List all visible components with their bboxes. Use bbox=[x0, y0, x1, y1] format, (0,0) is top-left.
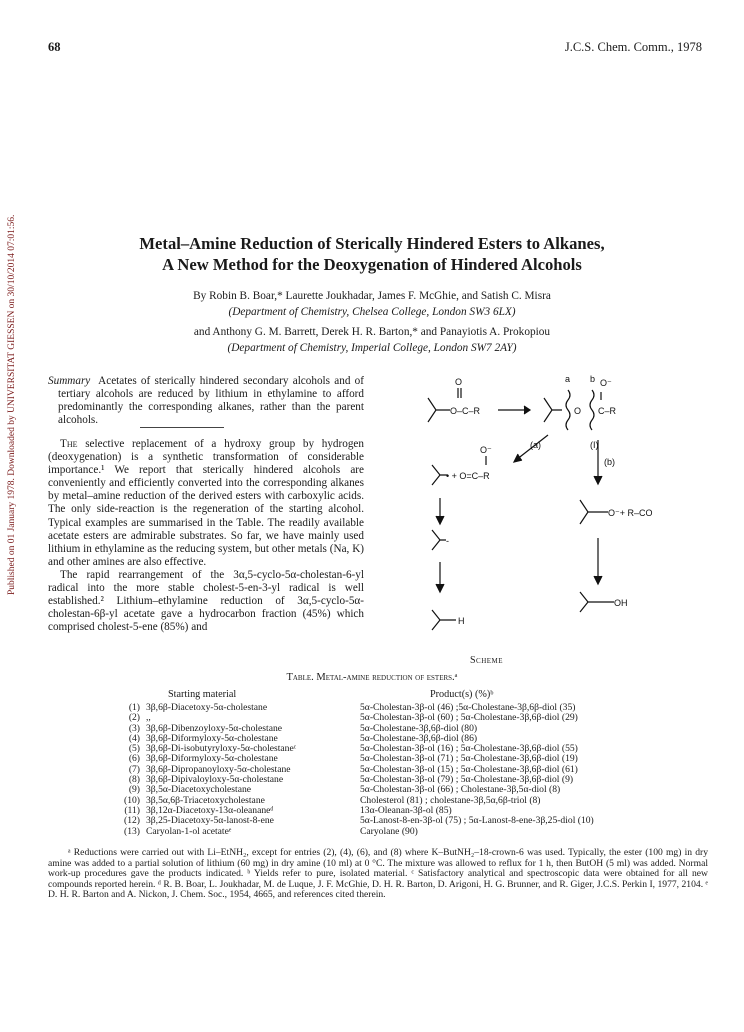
compound-label: (I) bbox=[590, 440, 599, 450]
starting-material: 3β,6β-Dibenzoyloxy-5α-cholestane bbox=[146, 722, 283, 734]
entry-number: (4) bbox=[128, 732, 140, 744]
entry-number: (7) bbox=[128, 763, 140, 775]
entry-number: (12) bbox=[124, 815, 140, 827]
product: 5α-Cholestan-3β-ol (79) ; 5α-Cholestane-3β,6β-diol (9) bbox=[360, 774, 574, 786]
product: 5α-Cholestane-3β,6β-diol (80) bbox=[360, 722, 478, 734]
table-header-products: Product(s) (%)ᵇ bbox=[430, 689, 494, 700]
affiliation-1: (Department of Chemistry, Chelsea College, London SW3 6LX) bbox=[228, 306, 516, 318]
alkane-h: H bbox=[458, 616, 465, 626]
article-title-line2: A New Method for the Deoxygenation of Hindered Alcohols bbox=[162, 255, 582, 274]
starting-material: 3β,6β-Dipropanoyloxy-5α-cholestane bbox=[146, 763, 291, 775]
affiliation-2: (Department of Chemistry, Imperial College, London SW7 2AY) bbox=[227, 342, 517, 354]
product: 5α-Cholestan-3β-ol (66) ; Cholestane-3β,5α-diol (8) bbox=[360, 784, 561, 796]
table-header-start: Starting material bbox=[168, 689, 237, 700]
alkoxide-products: O⁻+ R–CO bbox=[608, 508, 653, 518]
alcohol-oh: OH bbox=[614, 598, 628, 608]
reaction-scheme bbox=[420, 370, 700, 660]
ester-cr-right: C–R bbox=[598, 406, 617, 416]
product: 5α-Cholestan-3β-ol (46) ;5α-Cholestane-3β,6β-diol (35) bbox=[360, 702, 576, 713]
summary-text: Acetates of sterically hindered secondary alcohols and of tertiary alcohols are reduced by lithium in ethylamine to afford predominantly the corresponding alkanes, rather than the parent alcohols. bbox=[58, 375, 364, 427]
site-a-label: a bbox=[565, 374, 571, 384]
product: 5α-Cholestan-3β-ol (15) ; 5α-Cholestane-3β,6β-diol (61) bbox=[360, 763, 578, 775]
product: 13α-Oleanan-3β-ol (85) bbox=[360, 804, 452, 816]
product: 5α-Lanost-8-en-3β-ol (75) ; 5α-Lanost-8-ene-3β,25-diol (10) bbox=[360, 815, 594, 827]
product: 5α-Cholestan-3β-ol (60) ; 5α-Cholestane-3β,6β-diol (29) bbox=[360, 712, 578, 724]
footnotes bbox=[48, 848, 708, 901]
starting-material: Caryolan-1-ol acetateᵉ bbox=[146, 825, 232, 837]
entry-number: (9) bbox=[128, 784, 140, 796]
product: 5α-Cholestane-3β,6β-diol (86) bbox=[360, 732, 478, 744]
starting-material: 3β,5α-Diacetoxycholestane bbox=[146, 784, 252, 796]
body-paragraph-1: selective replacement of a hydroxy group by hydrogen (deoxygenation) is a synthetic transformation of considerable importance.¹ We report that sterically hindered alcohols are conveniently and efficiently converted into the corresponding alkanes by metal–amine reduction of the derived esters with carboxylic acids. The only side-reaction is the regeneration of the starting alcohol. Typical examples are summarised in the Table. The readily available acetate esters are admirable substrates. So far, we have mainly used lithium in ethylamine as the reducing system, but other metals (Na, K) and other amines are also effective. bbox=[48, 438, 364, 568]
entry-number: (11) bbox=[124, 804, 140, 816]
entry-number: (2) bbox=[128, 712, 140, 724]
article-title-line1: Metal–Amine Reduction of Sterically Hindered Esters to Alkanes, bbox=[139, 234, 605, 253]
ester-carbonyl-o: O bbox=[455, 377, 463, 387]
starting-material: 3β,6β-Di-isobutyryloxy-5α-cholestaneᶜ bbox=[146, 743, 297, 755]
carbanion-minus: - bbox=[446, 536, 449, 546]
entry-number: (6) bbox=[128, 753, 140, 765]
results-table bbox=[108, 703, 720, 837]
authors-line2: and Anthony G. M. Barrett, Derek H. R. Barton,* and Panayiotis A. Prokopiou bbox=[193, 326, 551, 338]
entry-number: (8) bbox=[128, 774, 140, 786]
starting-material: 3β,6β-Dipivaloyloxy-5α-cholestane bbox=[146, 774, 284, 786]
radical-products: • + O=C–R bbox=[446, 471, 490, 481]
starting-material: 3β,5α,6β-Triacetoxycholestane bbox=[146, 794, 265, 806]
site-b-label: b bbox=[590, 374, 596, 384]
entry-number: (13) bbox=[124, 825, 140, 837]
starting-material: 3β,6β-Diformyloxy-5α-cholestane bbox=[146, 753, 278, 765]
table-caption bbox=[60, 672, 684, 683]
summary-block bbox=[48, 375, 364, 427]
entry-number: (5) bbox=[128, 743, 140, 755]
journal-header: J.C.S. Chem. Comm., 1978 bbox=[564, 40, 702, 54]
cleavage-a bbox=[566, 390, 570, 430]
scheme-label: Scheme bbox=[470, 655, 504, 666]
page-number: 68 bbox=[48, 40, 61, 54]
authors-line1: By Robin B. Boar,* Laurette Joukhadar, James F. McGhie, and Satish C. Misra bbox=[193, 290, 551, 302]
starting-material: ,, bbox=[146, 712, 151, 724]
body-lead: The bbox=[60, 438, 78, 450]
product: 5α-Cholestan-3β-ol (16) ; 5α-Cholestane-3β,6β-diol (55) bbox=[360, 743, 578, 755]
starting-material: 3β,6β-Diformyloxy-5α-cholestane bbox=[146, 732, 278, 744]
entry-number: (1) bbox=[128, 702, 140, 713]
product: Cholesterol (81) ; cholestane-3β,5α,6β-triol (8) bbox=[360, 794, 541, 806]
body-text bbox=[48, 438, 364, 634]
starting-material: 3β,6β-Diacetoxy-5α-cholestane bbox=[146, 702, 268, 713]
entry-number: (10) bbox=[124, 794, 140, 806]
product: 5α-Cholestan-3β-ol (71) ; 5α-Cholestane-3β,6β-diol (19) bbox=[360, 753, 578, 765]
starting-material: 3β,12α-Diacetoxy-13α-oleananeᵈ bbox=[146, 804, 274, 816]
ester-skeleton bbox=[428, 398, 450, 422]
table-row bbox=[108, 827, 720, 837]
summary-label: Summary bbox=[48, 375, 91, 387]
ester-o-right: O bbox=[574, 406, 582, 416]
cleavage-b bbox=[590, 390, 594, 430]
path-a-label: (a) bbox=[530, 440, 541, 450]
path-b-label: (b) bbox=[604, 457, 615, 467]
radical-anion-o: O⁻ bbox=[480, 445, 492, 455]
entry-number: (3) bbox=[128, 722, 140, 734]
product: Caryolane (90) bbox=[360, 825, 418, 837]
body-paragraph-2: The rapid rearrangement of the 3α,5-cyclo-5α-cholestan-6-yl radical into the more stable cholest-5-en-3-yl radical is well established.² Lithium–ethylamine reduction of 3α,5-cyclo-5α-cholestan-6β-yl acetate gave a hydrocarbon fraction (45%) which comprised cholest-5-ene (85%) and bbox=[48, 568, 364, 634]
summary-divider bbox=[140, 427, 224, 428]
starting-material: 3β,25-Diacetoxy-5α-lanost-8-ene bbox=[146, 815, 274, 827]
footnote-text: ᵃ Reductions were carried out with Li–EtNH₂, except for entries (2), (4), (6), and (8) where K–ButNH₂–18-crown-6 was used. Typically, the ester (100 mg) in dry amine was added to a partial solution of lithium (60 mg) in dry amine (10 ml) at 0 °C. The mixture was allowed to reflux for 1 h, then ButOH (5 ml) was added. Normal work-up procedures gave the products indicated. ᵇ Yields refer to pure, isolated material. ᶜ Satisfactory analytical and spectroscopic data were obtained for all new compounds reported herein. ᵈ R. B. Boar, L. Joukhadar, M. de Luque, J. F. McGhie, D. H. R. Barton, D. Arigoni, H. G. Brunner, and R. Giger, J.C.S. Perkin I, 1977, 2104. ᵉ D. H. R. Barton and A. Nickon, J. Chem. Soc., 1954, 4665, and references cited therein. bbox=[48, 847, 708, 901]
anion-o: O⁻ bbox=[600, 378, 612, 388]
ester-group-left: O–C–R bbox=[450, 406, 481, 416]
table-caption-text: Table. Metal-amine reduction of esters.ᵃ bbox=[286, 672, 458, 683]
download-watermark: Published on 01 January 1978. Downloaded by UNIVERSITAT GIESSEN on 30/10/2014 07:01:56. bbox=[7, 214, 17, 595]
